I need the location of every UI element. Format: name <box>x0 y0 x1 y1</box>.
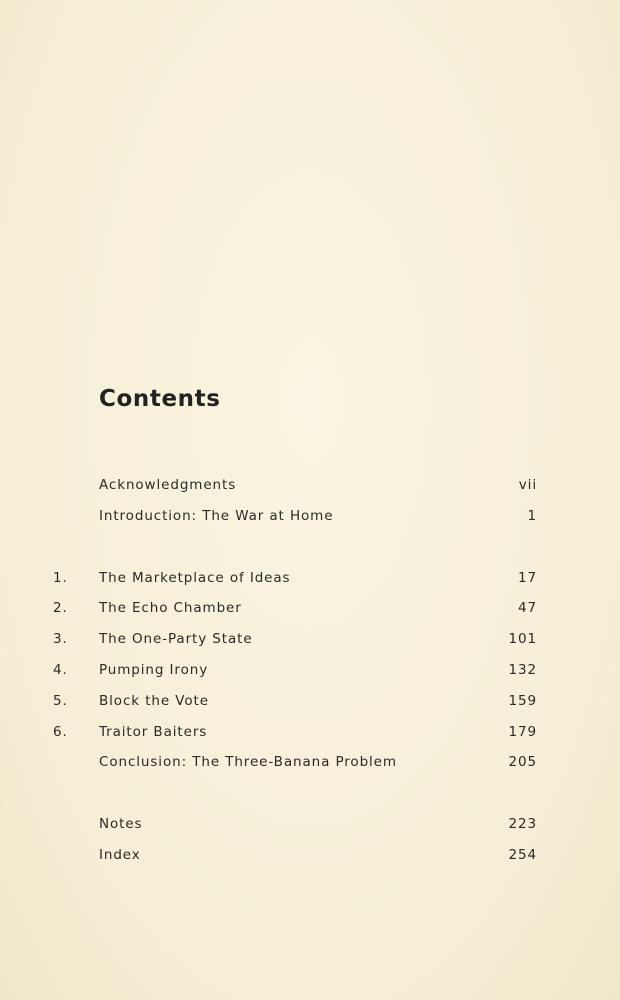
toc-entry-label: Acknowledgments <box>99 477 237 493</box>
toc-entry-label: Notes <box>99 816 143 832</box>
toc-entry-label: The One-Party State <box>99 631 253 647</box>
toc-entry-number: 5. <box>53 693 68 709</box>
toc-entry-acknowledgments <box>0 474 620 496</box>
toc-entry-page: 101 <box>508 631 537 647</box>
toc-entry-label: The Echo Chamber <box>99 600 242 616</box>
toc-entry-page: 179 <box>508 724 537 740</box>
toc-entry-chapter-1 <box>0 567 620 589</box>
toc-entry-label: Pumping Irony <box>99 662 209 678</box>
toc-entry-index <box>0 844 620 866</box>
toc-entry-label: Introduction: The War at Home <box>99 508 334 524</box>
toc-entry-label: Traitor Baiters <box>99 724 208 740</box>
toc-entry-page: 159 <box>508 693 537 709</box>
toc-entry-number: 3. <box>53 631 68 647</box>
toc-entry-page: 17 <box>518 570 537 586</box>
toc-entry-page: 132 <box>508 662 537 678</box>
toc-entry-label: Index <box>99 847 141 863</box>
toc-entry-notes <box>0 813 620 835</box>
toc-entry-chapter-5 <box>0 690 620 712</box>
toc-entry-page: 1 <box>527 508 537 524</box>
toc-entry-chapter-6 <box>0 721 620 743</box>
toc-entry-number: 2. <box>53 600 68 616</box>
toc-entry-page: 47 <box>518 600 537 616</box>
toc-entry-label: Block the Vote <box>99 693 209 709</box>
toc-entry-page: 223 <box>508 816 537 832</box>
toc-entry-number: 6. <box>53 724 68 740</box>
toc-entry-conclusion <box>0 751 620 773</box>
toc-entry-page: 254 <box>508 847 537 863</box>
toc-entry-chapter-2 <box>0 597 620 619</box>
toc-entry-label: The Marketplace of Ideas <box>99 570 291 586</box>
toc-entry-chapter-3 <box>0 628 620 650</box>
page-title: Contents <box>99 386 221 412</box>
toc-entry-chapter-4 <box>0 659 620 681</box>
toc-entry-page: vii <box>518 477 537 493</box>
toc-entry-introduction <box>0 505 620 527</box>
toc-entry-label: Conclusion: The Three-Banana Problem <box>99 754 397 770</box>
toc-entry-page: 205 <box>508 754 537 770</box>
toc-entry-number: 1. <box>53 570 68 586</box>
toc-entry-number: 4. <box>53 662 68 678</box>
